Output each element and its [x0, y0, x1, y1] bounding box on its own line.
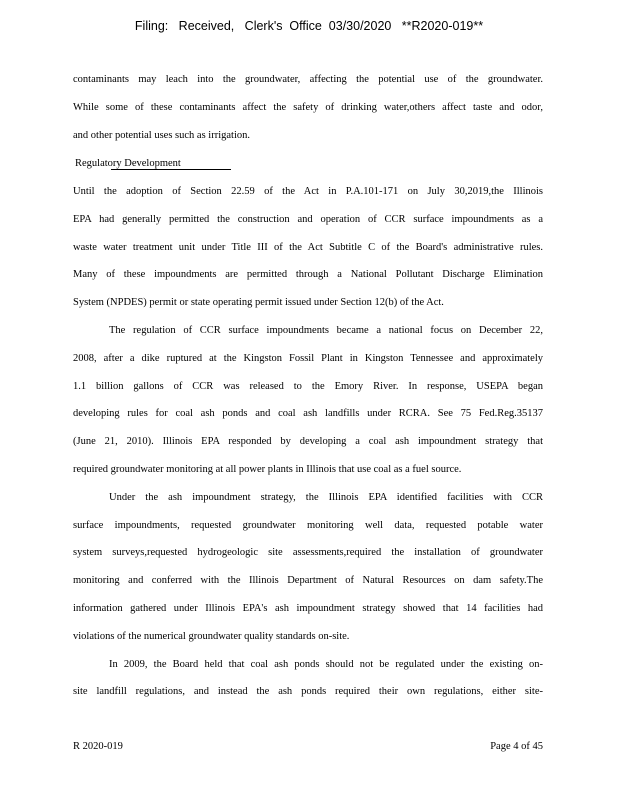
text-line: Under the ash impoundment strategy, the Illinois EPA identified facilities with CCR [109, 492, 543, 503]
heading-underline [111, 169, 231, 170]
text-line: waste water treatment unit under Title III of the Act Subtitle C of the Board's administrative rules. [73, 242, 543, 253]
text-line: 1.1 billion gallons of CCR was released to the Emory River. In response, USEPA began [73, 381, 543, 392]
text-line: 2008, after a dike ruptured at the Kingston Fossil Plant in Kingston Tennessee and approximately [73, 353, 543, 364]
section-heading: Regulatory Development [75, 158, 181, 169]
text-line: In 2009, the Board held that coal ash ponds should not be regulated under the existing on- [109, 659, 543, 670]
text-line: developing rules for coal ash ponds and coal ash landfills under RCRA. See 75 Fed.Reg.35137 [73, 408, 543, 419]
text-line: required groundwater monitoring at all power plants in Illinois that use coal as a fuel source. [73, 464, 462, 475]
text-line: site landfill regulations, and instead the ash ponds required their own regulations, either site- [73, 686, 543, 697]
text-line: system surveys,requested hydrogeologic site assessments,required the installation of groundwater [73, 547, 543, 558]
text-line: monitoring and conferred with the Illinois Department of Natural Resources on dam safety.The [73, 575, 543, 586]
filing-header: Filing: Received, Clerk's Office 03/30/2020 **R2020-019** [134, 19, 484, 33]
text-line: information gathered under Illinois EPA's ash impoundment strategy showed that 14 facilities had [73, 603, 543, 614]
text-line: Until the adoption of Section 22.59 of the Act in P.A.101-171 on July 30,2019,the Illinois [73, 186, 543, 197]
footer-docket: R 2020-019 [73, 741, 123, 752]
text-line: System (NPDES) permit or state operating permit issued under Section 12(b) of the Act. [73, 297, 444, 308]
text-line: The regulation of CCR surface impoundments became a national focus on December 22, [109, 325, 543, 336]
text-line: While some of these contaminants affect the safety of drinking water,others affect taste and odor, [73, 102, 543, 113]
footer-page-number: Page 4 of 45 [490, 741, 543, 752]
text-line: EPA had generally permitted the construction and operation of CCR surface impoundments as a [73, 214, 543, 225]
text-line: contaminants may leach into the groundwater, affecting the potential use of the groundwater. [73, 74, 543, 85]
text-line: violations of the numerical groundwater quality standards on-site. [73, 631, 350, 642]
text-line: surface impoundments, requested groundwater monitoring well data, requested potable water [73, 520, 543, 531]
text-line: and other potential uses such as irrigation. [73, 130, 250, 141]
text-line: (June 21, 2010). Illinois EPA responded by developing a coal ash impoundment strategy that [73, 436, 543, 447]
text-line: Many of these impoundments are permitted through a National Pollutant Discharge Elimination [73, 269, 543, 280]
